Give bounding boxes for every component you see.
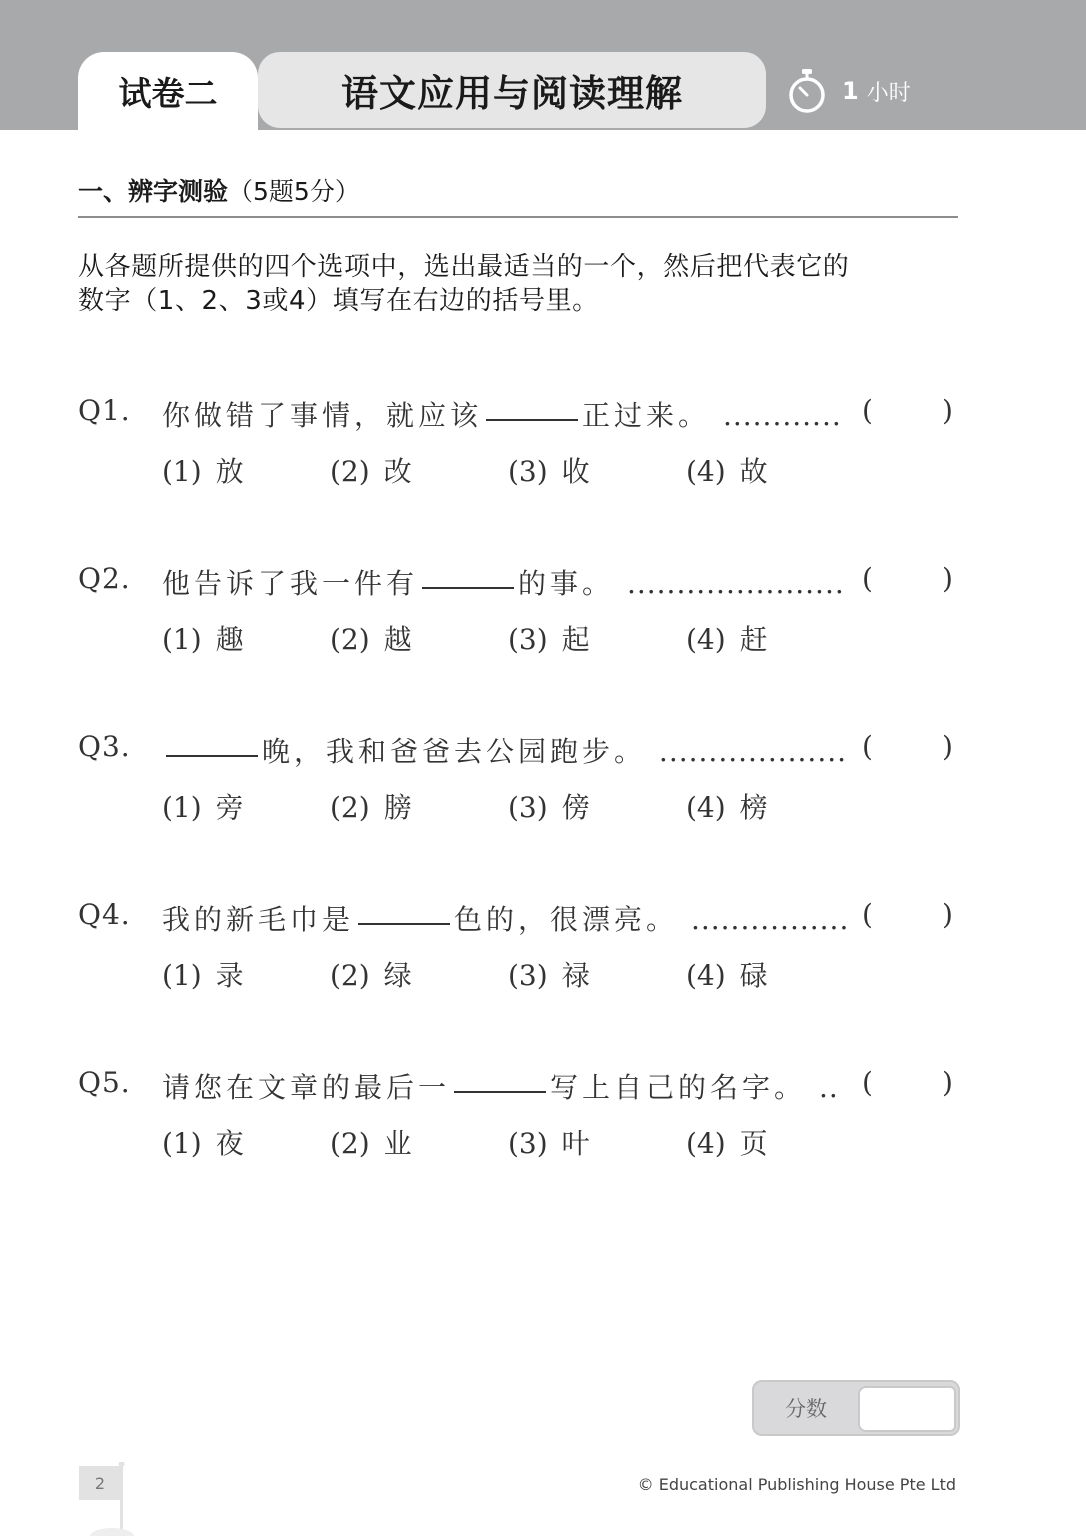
- option-4: (4) 页: [686, 1127, 768, 1160]
- duration-number: 1: [842, 77, 859, 105]
- leader-dots: ..: [818, 1071, 839, 1104]
- section-divider: [78, 216, 958, 218]
- instructions-line: 数字（1、2、3或4）填写在右边的括号里。: [78, 286, 599, 316]
- section-title: 一、辨字测验: [78, 177, 229, 206]
- leader-dots: ............: [722, 399, 842, 432]
- option-2: (2) 绿: [330, 959, 412, 992]
- answer-blank: [166, 755, 258, 757]
- leader-dots: ................: [690, 903, 850, 936]
- option-list: [78, 954, 968, 998]
- answer-paren-open: (: [862, 562, 873, 595]
- question-text: 晚，我和爸爸去公园跑步。 ...................: [162, 730, 847, 770]
- leader-dots: ......................: [626, 567, 845, 600]
- option-list: [78, 450, 968, 494]
- option-list: [78, 1122, 968, 1166]
- option-3: (3) 收: [508, 455, 590, 488]
- instructions-line: 从各题所提供的四个选项中，选出最适当的一个，然后把代表它的: [78, 252, 850, 282]
- instructions: [78, 250, 968, 318]
- section-heading: [78, 172, 958, 208]
- stopwatch-icon: [786, 68, 828, 114]
- option-1: (1) 放: [162, 455, 244, 488]
- option-4: (4) 赶: [686, 623, 768, 656]
- score-field[interactable]: [858, 1386, 956, 1432]
- question-3: [78, 730, 968, 830]
- question-text: 请您在文章的最后一 写上自己的名字。 ..: [162, 1071, 839, 1104]
- question-number: Q4.: [78, 898, 131, 931]
- copyright: © Educational Publishing House Pte Ltd: [637, 1475, 956, 1494]
- question-number: Q2.: [78, 562, 131, 595]
- option-2: (2) 越: [330, 623, 412, 656]
- answer-paren-open: (: [862, 394, 873, 427]
- page-number: 2: [94, 1473, 106, 1493]
- answer-paren-close: ): [942, 898, 953, 931]
- option-1: (1) 旁: [162, 791, 244, 824]
- paper-label: 试卷二: [118, 73, 218, 113]
- paper-title-tab: [258, 52, 766, 128]
- question-number: Q5.: [78, 1066, 131, 1099]
- question-1: [78, 394, 968, 494]
- option-3: (3) 起: [508, 623, 590, 656]
- paper-label-tab: [78, 52, 258, 130]
- option-list: [78, 786, 968, 830]
- option-2: (2) 业: [330, 1127, 412, 1160]
- question-number: Q1.: [78, 394, 131, 427]
- option-4: (4) 碌: [686, 959, 768, 992]
- leader-dots: ...................: [658, 735, 848, 768]
- option-4: (4) 榜: [686, 791, 768, 824]
- duration-unit: 小时: [866, 80, 911, 106]
- question-4: [78, 898, 968, 998]
- question-number: Q3.: [78, 730, 131, 763]
- question-text: 我的新毛巾是 色的，很漂亮。 ................: [162, 903, 850, 936]
- answer-paren-close: ): [942, 394, 953, 427]
- question-5: [78, 1066, 968, 1166]
- score-box: [752, 1380, 960, 1436]
- answer-blank: [486, 419, 578, 421]
- option-list: [78, 618, 968, 662]
- answer-paren-open: (: [862, 730, 873, 763]
- option-1: (1) 录: [162, 959, 244, 992]
- option-3: (3) 叶: [508, 1127, 590, 1160]
- duration-indicator: [786, 62, 911, 120]
- option-4: (4) 故: [686, 455, 768, 488]
- answer-paren-close: ): [942, 562, 953, 595]
- answer-paren-close: ): [942, 1066, 953, 1099]
- option-2: (2) 改: [330, 455, 412, 488]
- option-2: (2) 膀: [330, 791, 412, 824]
- answer-paren-close: ): [942, 730, 953, 763]
- option-1: (1) 夜: [162, 1127, 244, 1160]
- answer-paren-open: (: [862, 1066, 873, 1099]
- score-label: 分数: [785, 1397, 827, 1421]
- answer-blank: [358, 923, 450, 925]
- answer-blank: [422, 587, 514, 589]
- option-3: (3) 禄: [508, 959, 590, 992]
- option-3: (3) 傍: [508, 791, 590, 824]
- section-marks: （5题5分）: [228, 177, 360, 206]
- question-2: [78, 562, 968, 662]
- question-text: 你做错了事情，就应该 正过来。 ............: [162, 399, 842, 432]
- paper-title: 语文应用与阅读理解: [341, 72, 683, 115]
- option-1: (1) 趣: [162, 623, 244, 656]
- answer-blank: [454, 1091, 546, 1093]
- answer-paren-open: (: [862, 898, 873, 931]
- question-text: 他告诉了我一件有 的事。 ......................: [162, 567, 845, 600]
